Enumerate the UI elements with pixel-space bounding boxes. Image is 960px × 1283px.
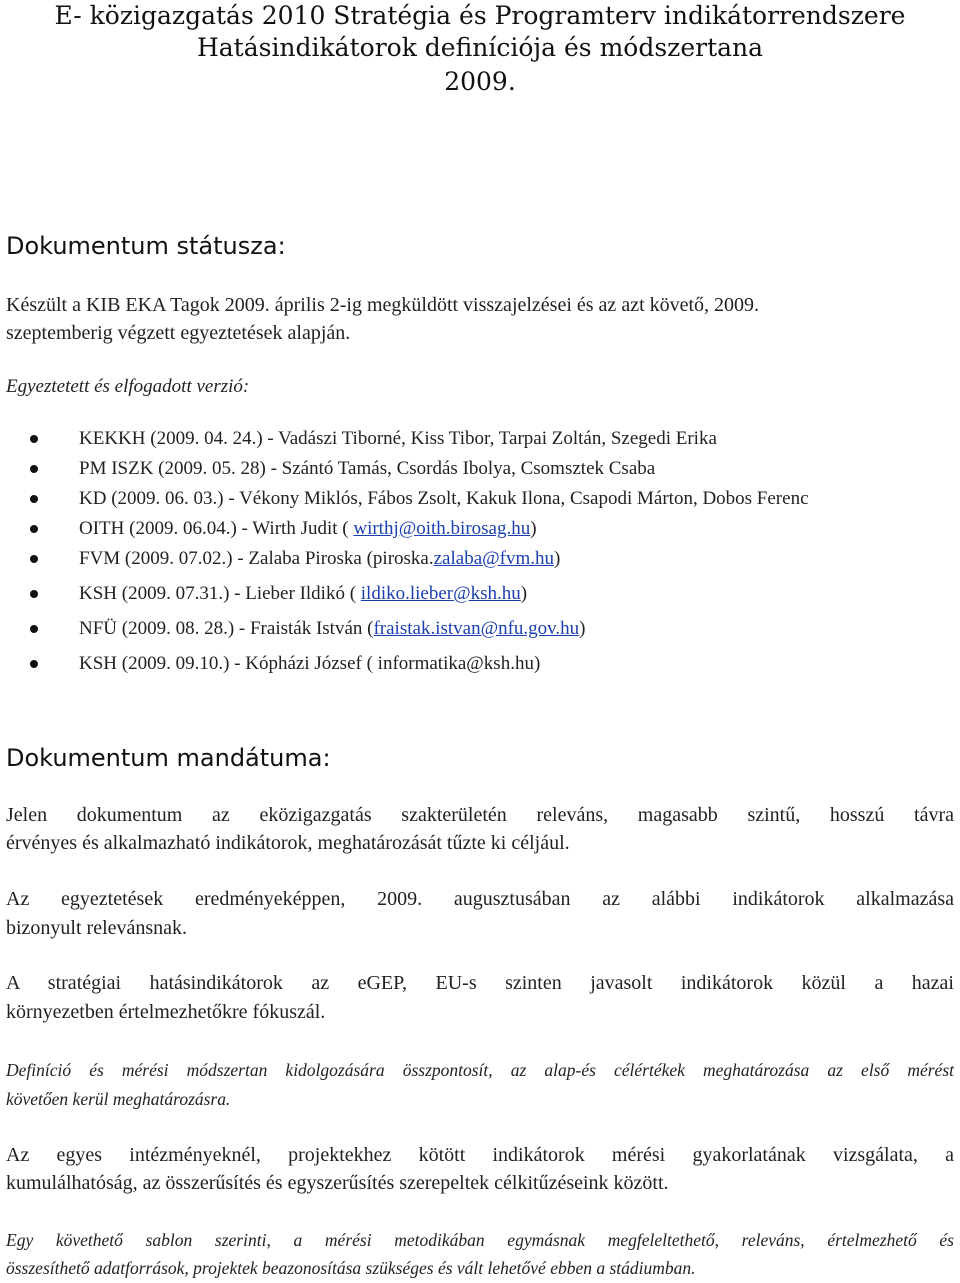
list-item-text: KD (2009. 06. 03.) - Vékony Miklós, Fábos Zsolt, Kakuk Ilona, Csapodi Márton, Dobos Ferenc	[79, 488, 809, 509]
email-link[interactable]: fraistak.istvan@nfu.gov.hu	[373, 618, 580, 639]
list-item-text: KEKKH (2009. 04. 24.) - Vadászi Tiborné, Kiss Tibor, Tarpai Zoltán, Szegedi Erika	[79, 428, 717, 449]
email-link[interactable]: zalaba@fvm.hu	[433, 548, 554, 569]
status-text-line-2: szeptemberig végzett egyeztetések alapján.	[6, 322, 351, 344]
document-title-line-3: 2009.	[444, 67, 516, 96]
bullet-icon	[30, 525, 38, 533]
email-link[interactable]: ildiko.lieber@ksh.hu	[360, 583, 521, 604]
document-title-line-2: Hatásindikátorok definíciója és módszertana	[196, 33, 764, 62]
list-item-text	[79, 545, 560, 573]
contact-suffix: )	[579, 618, 586, 639]
contact-prefix: KSH (2009. 07.31.) - Lieber Ildikó (	[79, 583, 361, 604]
mandate-paragraph-2-line-1: Az egyeztetések eredményeképpen, 2009. augusztusában az alábbi indikátorok alkalmazása	[6, 888, 954, 910]
agreed-version-label: Egyeztetett és elfogadott verzió:	[6, 376, 250, 397]
list-item-text	[79, 580, 527, 608]
status-text-line-1: Készült a KIB EKA Tagok 2009. április 2-ig megküldött visszajelzései és az azt követő, 2009.	[6, 294, 760, 316]
mandate-paragraph-6-line-1: Egy követhető sablon szerinti, a mérési metodikában egymásnak megfeleltethető, releváns, értelmezhető és	[6, 1230, 954, 1250]
mandate-paragraph-4-line-1: Definíció és mérési módszertan kidolgozására összpontosít, az alap-és célértékek meghatározása az első mérést	[6, 1060, 954, 1080]
mandate-paragraph-1-line-1: Jelen dokumentum az eközigazgatás szakterületén releváns, magasabb szintű, hosszú távra	[6, 804, 954, 826]
document-title-line-1: E- közigazgatás 2010 Stratégia és Programterv indikátorrendszere	[54, 1, 906, 30]
contact-prefix: NFÜ (2009. 08. 28.) - Fraisták István (	[79, 618, 374, 639]
email-link[interactable]: wirthj@oith.birosag.hu	[353, 518, 531, 539]
version-list	[30, 425, 930, 685]
mandate-paragraph-5-line-1: Az egyes intézményeknél, projektekhez kötött indikátorok mérési gyakorlatának vizsgálata, a	[6, 1144, 954, 1166]
mandate-paragraph-4-line-2: követően kerül meghatározásra.	[6, 1089, 231, 1109]
bullet-icon	[30, 555, 38, 563]
mandate-paragraph-6-line-2: összesíthető adatforrások, projektek beazonosítása szükséges és vált lehetővé ebben a stádiumban.	[6, 1258, 696, 1278]
contact-prefix: FVM (2009. 07.02.) - Zalaba Piroska (piroska.	[79, 548, 434, 569]
bullet-icon	[30, 660, 38, 668]
mandate-paragraph-1-line-2: érvényes és alkalmazható indikátorok, meghatározását tűzte ki céljául.	[6, 832, 570, 854]
bullet-icon	[30, 590, 38, 598]
bullet-icon	[30, 495, 38, 503]
status-heading: Dokumentum státusza:	[6, 232, 286, 260]
mandate-paragraph-2-line-2: bizonyult relevánsnak.	[6, 917, 188, 939]
contact-suffix: )	[530, 518, 537, 539]
mandate-heading: Dokumentum mandátuma:	[6, 744, 331, 772]
list-item-text	[79, 615, 586, 643]
contact-suffix: )	[553, 548, 561, 569]
contact-prefix: OITH (2009. 06.04.) - Wirth Judit (	[79, 518, 354, 539]
list-item-text: PM ISZK (2009. 05. 28) - Szántó Tamás, Csordás Ibolya, Csomsztek Csaba	[79, 458, 656, 479]
mandate-paragraph-5-line-2: kumulálhatóság, az összerűsítés és egyszerűsítés szerepeltek célkitűzéseink között.	[6, 1172, 669, 1194]
list-item-text	[79, 515, 537, 543]
bullet-icon	[30, 435, 38, 443]
bullet-icon	[30, 465, 38, 473]
list-item-text: KSH (2009. 09.10.) - Kópházi József ( informatika@ksh.hu)	[79, 653, 541, 674]
bullet-icon	[30, 625, 38, 633]
mandate-paragraph-3-line-2: környezetben értelmezhetőkre fókuszál.	[6, 1001, 326, 1023]
mandate-paragraph-3-line-1: A stratégiai hatásindikátorok az eGEP, EU-s szinten javasolt indikátorok közül a hazai	[6, 972, 954, 994]
contact-suffix: )	[520, 583, 528, 604]
